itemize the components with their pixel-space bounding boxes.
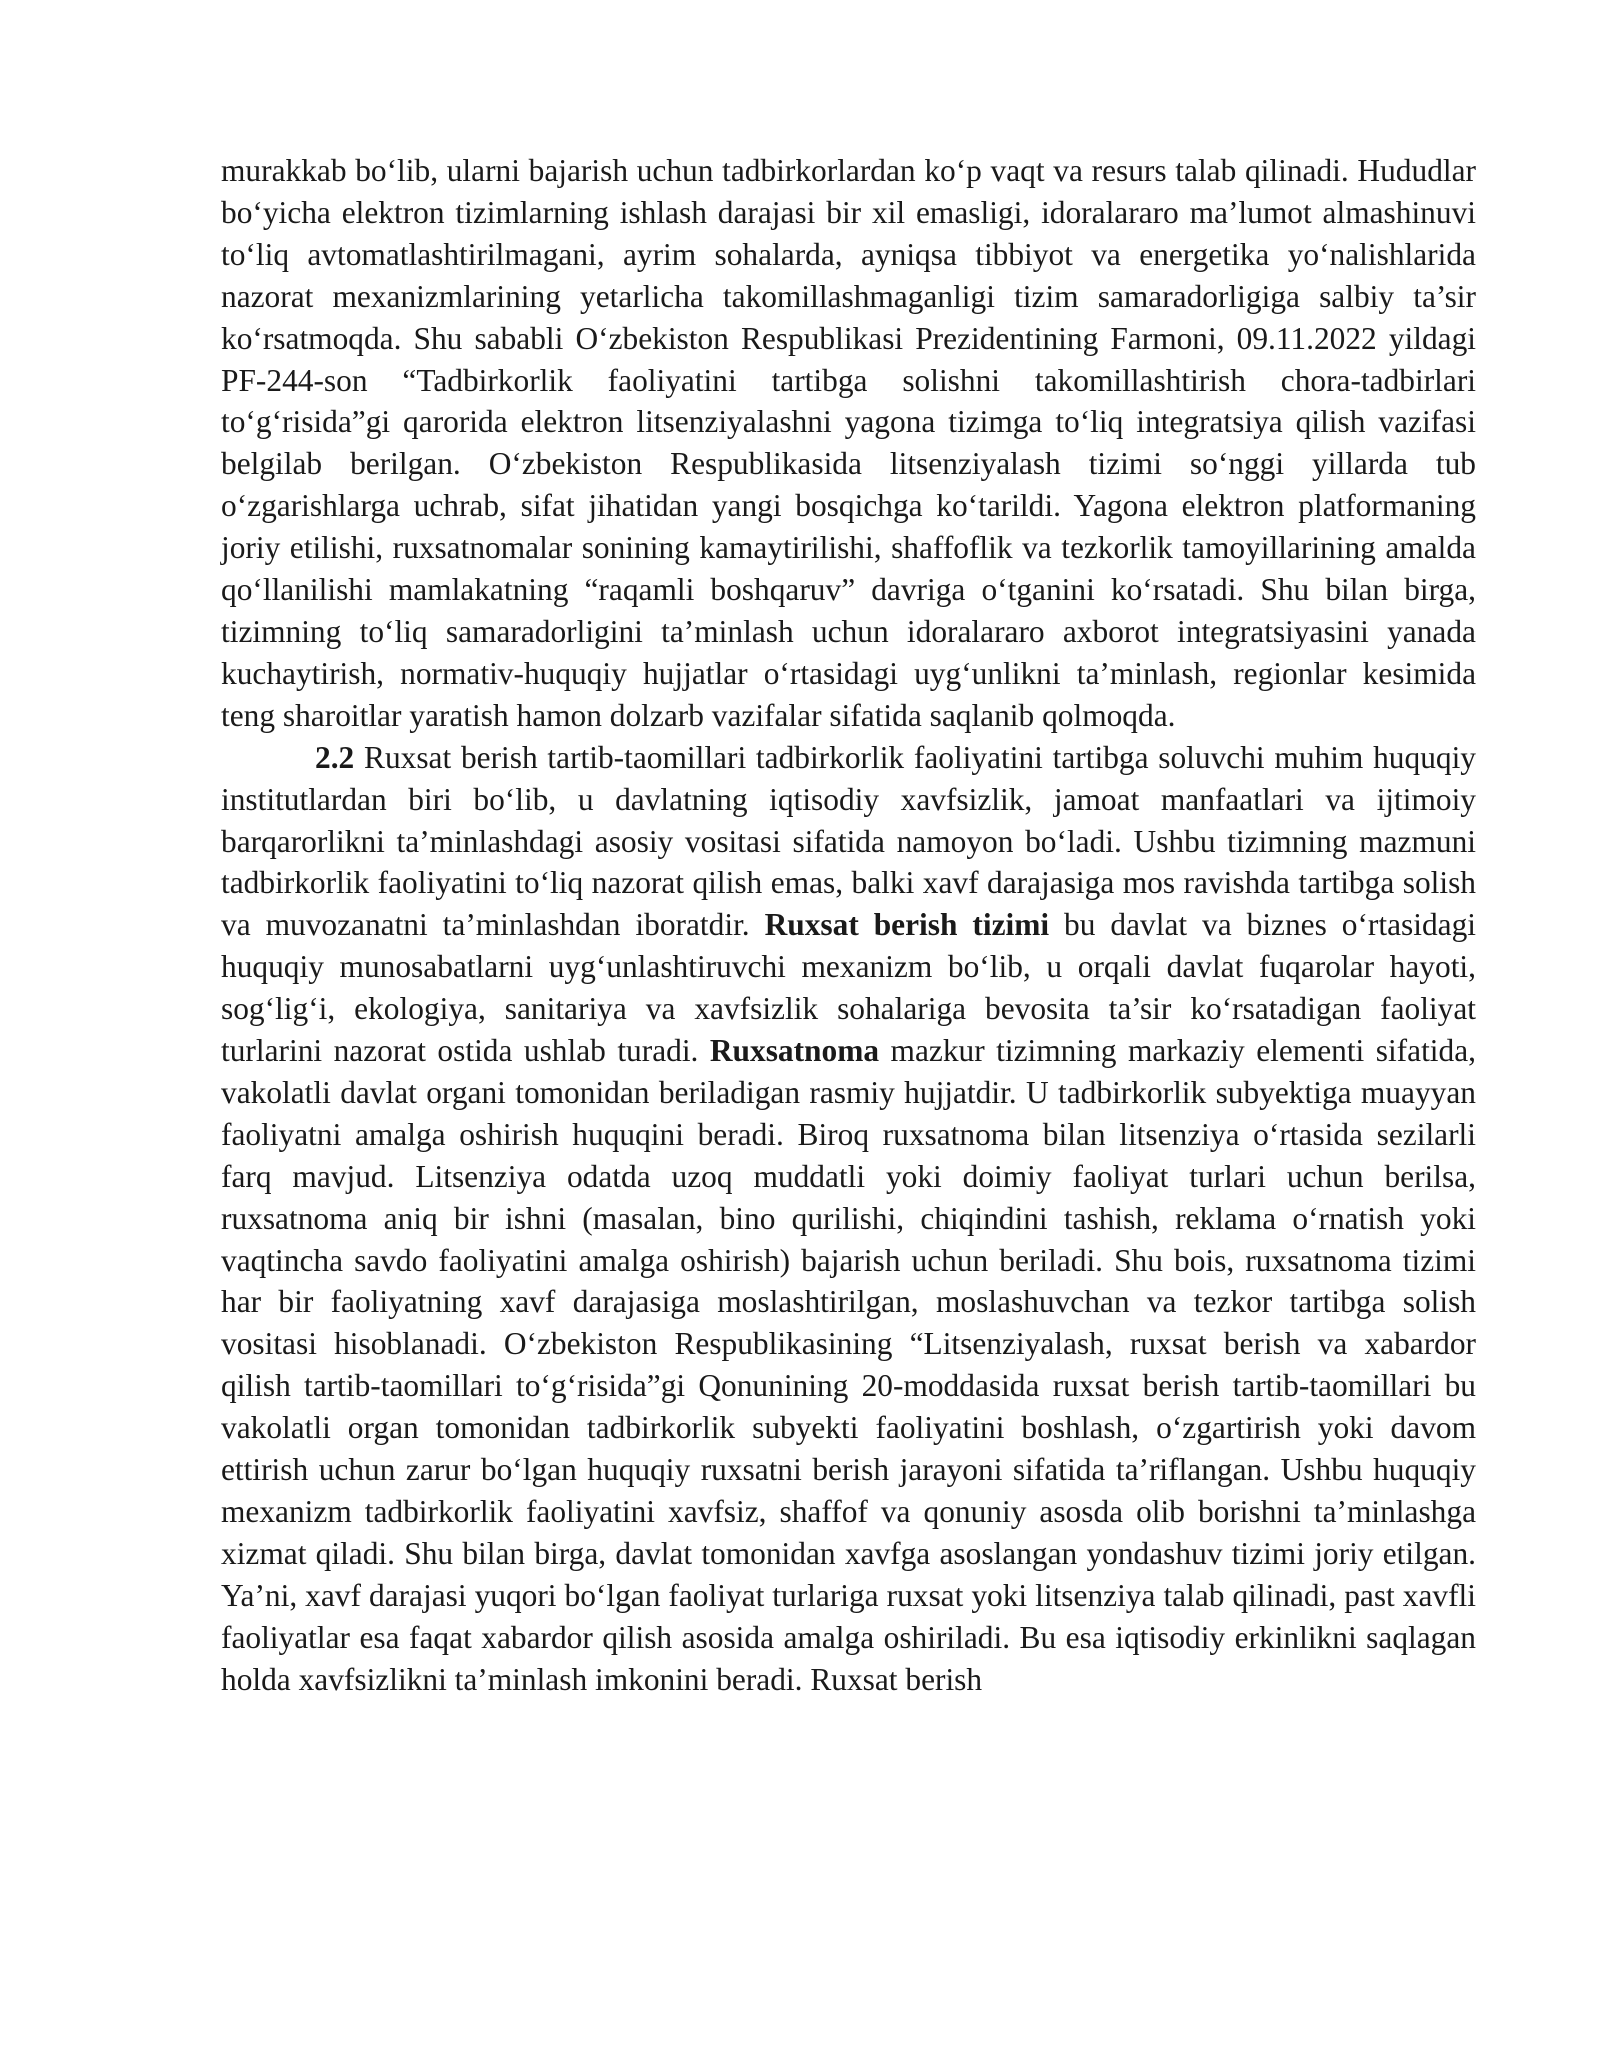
bold-term-permit-system: Ruxsat berish tizimi	[764, 907, 1050, 943]
paragraph-continuation: murakkab bo‘lib, ularni bajarish uchun tadbirkorlardan ko‘p vaqt va resurs talab qilinadi. Hududlar bo‘yicha elektron tizimlarning ishlash darajasi bir xil emasligi, idoralararo ma’lumot almashinuvi to‘liq avtomatlashtirilmagani, ayrim sohalarda, ayniqsa tibbiyot va energetika yo‘nalishlarida nazorat mexanizmlarining yetarlicha takomillashmaganligi tizim samaradorligiga salbiy ta’sir ko‘rsatmoqda. Shu sababli O‘zbekiston Respublikasi Prezidentining Farmoni, 09.11.2022 yildagi PF-244-son “Tadbirkorlik faoliyatini tartibga solishni takomillashtirish chora-tadbirlari to‘g‘risida”gi qarorida elektron litsenziyalashni yagona tizimga to‘liq integratsiya qilish vazifasi belgilab berilgan. O‘zbekiston Respublikasida litsenziyalash tizimi so‘nggi yillarda tub o‘zgarishlarga uchrab, sifat jihatidan yangi bosqichga ko‘tarildi. Yagona elektron platformaning joriy etilishi, ruxsatnomalar sonining kamaytirilishi, shaffoflik va tezkorlik tamoyillarining amalda qo‘llanilishi mamlakatning “raqamli boshqaruv” davriga o‘tganini ko‘rsatadi. Shu bilan birga, tizimning to‘liq samaradorligini ta’minlash uchun idoralararo axborot integratsiyasini yanada kuchaytirish, normativ-huquqiy hujjatlar o‘rtasidagi uyg‘unlikni ta’minlash, regionlar kesimida teng sharoitlar yaratish hamon dolzarb vazifalar sifatida saqlanib qolmoqda.	[221, 153, 1476, 733]
paragraph-text: Ruxsat berish tartib-taomillari tadbirkorlik faoliyatini tartibga soluvchi muhim huquqiy institutlardan biri bo‘lib, u davlatning iqtisodiy xavfsizlik, jamoat manfaatlari va ijtimoiy barqarorlikni ta’minlashdagi asosiy vositasi sifatida namoyon bo‘ladi. Ushbu tizimning mazmuni tadbirkorlik faoliyatini to‘liq nazorat qilish emas, balki xavf darajasiga mos ravishda tartibga solish va muvozanatni ta’minlashdan iboratdir.	[221, 739, 1476, 943]
bold-term-permit: Ruxsatnoma	[709, 1033, 880, 1069]
paragraph-text: mazkur tizimning markaziy elementi sifatida, vakolatli davlat organi tomonidan beriladigan rasmiy hujjatdir. U tadbirkorlik subyektiga muayyan faoliyatni amalga oshirish huquqini beradi. Biroq ruxsatnoma bilan litsenziya o‘rtasida sezilarli farq mavjud. Litsenziya odatda uzoq muddatli yoki doimiy faoliyat turlari uchun berilsa, ruxsatnoma aniq bir ishni (masalan, bino qurilishi, chiqindini tashish, reklama o‘rnatish yoki vaqtincha savdo faoliyatini amalga oshirish) bajarish uchun beriladi. Shu bois, ruxsatnoma tizimi har bir faoliyatning xavf darajasiga moslashtirilgan, moslashuvchan va tezkor tartibga solish vositasi hisoblanadi. O‘zbekiston Respublikasining “Litsenziyalash, ruxsat berish va xabardor qilish tartib-taomillari to‘g‘risida”gi Qonunining 20-moddasida ruxsat berish tartib-taomillari bu vakolatli organ tomonidan tadbirkorlik subyekti faoliyatini boshlash, o‘zgartirish yoki davom ettirish uchun zarur bo‘lgan huquqiy ruxsatni berish jarayoni sifatida ta’riflangan. Ushbu huquqiy mexanizm tadbirkorlik faoliyatini xavfsiz, shaffof va qonuniy asosda olib borishni ta’minlashga xizmat qiladi. Shu bilan birga, davlat tomonidan xavfga asoslangan yondashuv tizimi joriy etilgan. Ya’ni, xavf darajasi yuqori bo‘lgan faoliyat turlariga ruxsat yoki litsenziya talab qilinadi, past xavfli faoliyatlar esa faqat xabardor qilish asosida amalga oshiriladi. Bu esa iqtisodiy erkinlikni saqlagan holda xavfsizlikni ta’minlash imkonini beradi. Ruxsat berish	[221, 1033, 1476, 1697]
section-number: 2.2	[315, 739, 355, 775]
paragraph-text: bu davlat va biznes o‘rtasidagi huquqiy munosabatlarni uyg‘unlashtiruvchi mexanizm bo‘lib, u orqali davlat fuqarolar hayoti, sog‘lig‘i, ekologiya, sanitariya va xavfsizlik sohalariga bevosita ta’sir ko‘rsatadigan faoliyat turlarini nazorat ostida ushlab turadi.	[221, 907, 1477, 1069]
document-page	[221, 150, 1476, 1701]
paragraph-section-2-2	[221, 737, 1476, 1701]
